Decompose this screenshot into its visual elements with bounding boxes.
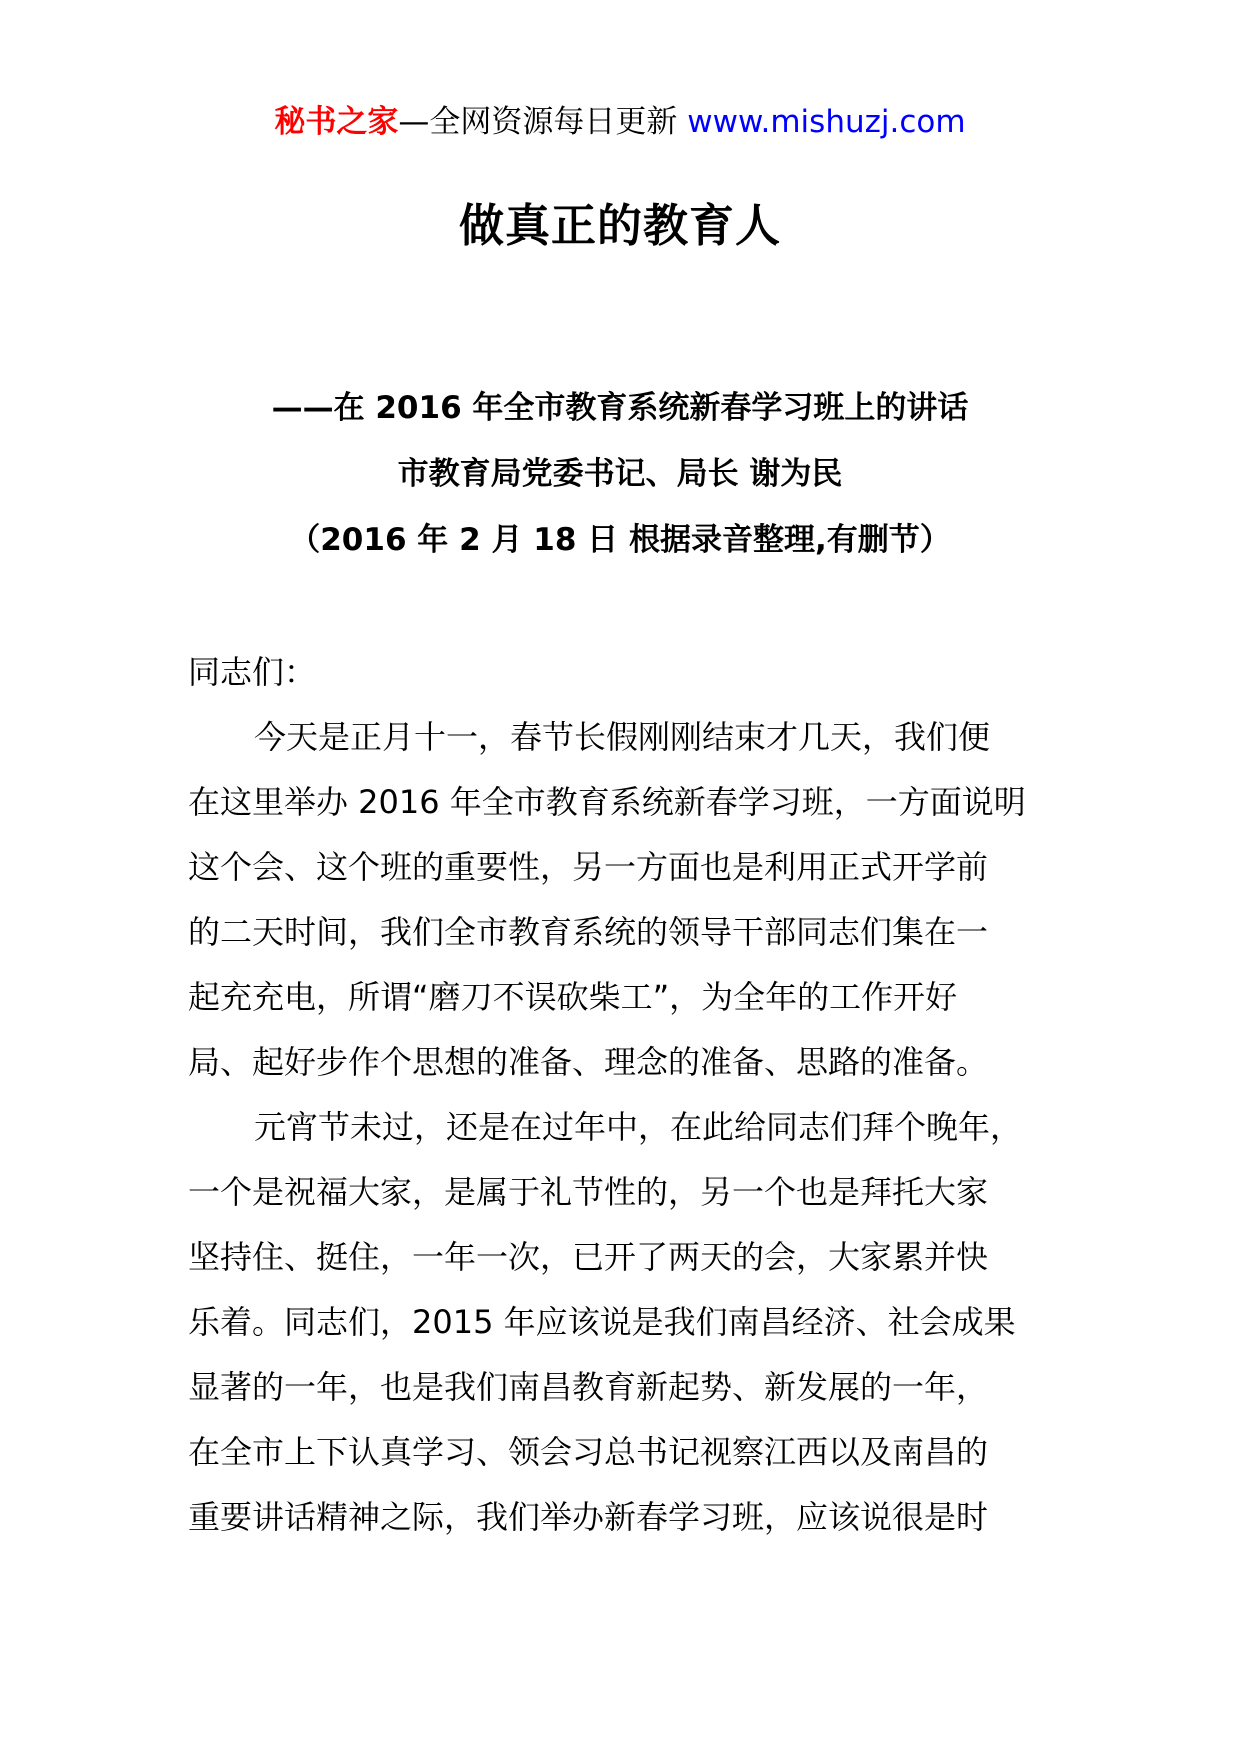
paragraph-line: 一个是祝福大家，是属于礼节性的，另一个也是拜托大家: [188, 1173, 989, 1211]
document-date-note: （2016 年 2 月 18 日 根据录音整理,有删节）: [289, 522, 951, 558]
paragraph-line: 局、起好步作个思想的准备、理念的准备、思路的准备。: [188, 1043, 989, 1081]
site-brand: 秘书之家: [274, 104, 399, 140]
document-body: [188, 640, 1078, 1550]
site-url-link[interactable]: www.mishuzj.com: [687, 104, 966, 140]
paragraph-line: 乐着。同志们，2015 年应该说是我们南昌经济、社会成果: [188, 1303, 1016, 1341]
paragraph-line: 今天是正月十一，春节长假刚刚结束才几天，我们便: [254, 718, 991, 756]
site-header: [0, 100, 1240, 144]
document-subtitle: ——在 2016 年全市教育系统新春学习班上的讲话: [271, 390, 969, 426]
paragraph-line: 在全市上下认真学习、领会习总书记视察江西以及南昌的: [188, 1433, 989, 1471]
document-speaker: 市教育局党委书记、局长 谢为民: [397, 456, 843, 492]
site-tagline: —全网资源每日更新: [398, 104, 688, 140]
salutation: 同志们：: [188, 653, 317, 691]
paragraph-line: 重要讲话精神之际，我们举办新春学习班，应该说很是时: [188, 1498, 989, 1536]
paragraph-line: 起充充电，所谓“磨刀不误砍柴工”，为全年的工作开好: [188, 978, 958, 1016]
paragraph-line: 元宵节未过，还是在过年中，在此给同志们拜个晚年，: [254, 1108, 1023, 1146]
paragraph-line: 的二天时间，我们全市教育系统的领导干部同志们集在一: [188, 913, 989, 951]
paragraph-line: 显著的一年，也是我们南昌教育新起势、新发展的一年，: [188, 1368, 989, 1406]
paragraph-line: 在这里举办 2016 年全市教育系统新春学习班，一方面说明: [188, 783, 1026, 821]
paragraph-line: 坚持住、挺住，一年一次，已开了两天的会，大家累并快: [188, 1238, 989, 1276]
paragraph-line: 这个会、这个班的重要性，另一方面也是利用正式开学前: [188, 848, 989, 886]
document-title: 做真正的教育人: [458, 199, 781, 252]
